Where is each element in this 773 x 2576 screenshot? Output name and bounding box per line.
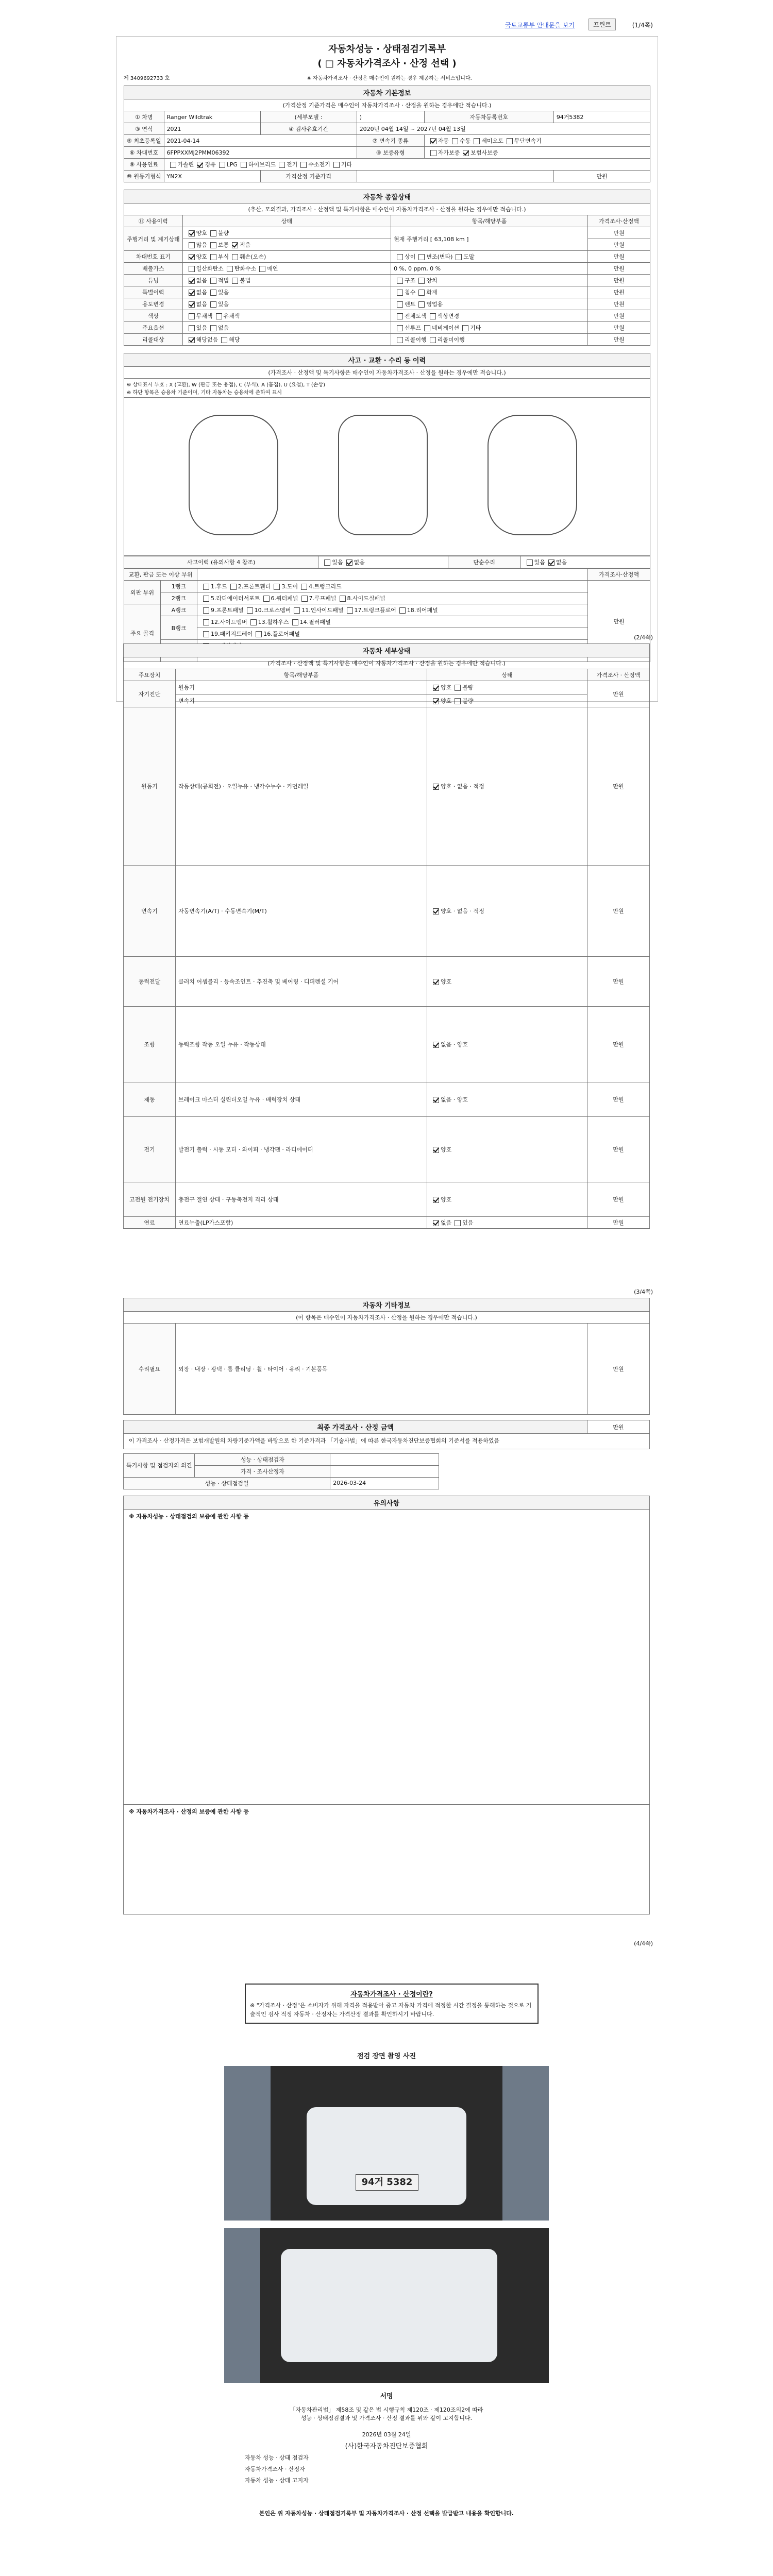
doc-number: 제 3409692733 호 <box>124 76 170 81</box>
plate: 94거 5382 <box>356 2174 418 2191</box>
vin: 6FPPXXMJ2PMM06392 <box>164 147 357 159</box>
car-right-view <box>467 410 596 538</box>
model-year: 2021 <box>164 123 260 135</box>
notes-table: 유의사항 ※ 자동차성능 · 상태점검의 보증에 관한 사항 등 ※ 자동차가격조사 · 산정의 보증에 관한 사항 등 <box>123 1496 650 1914</box>
detail-header: 자동차 세부상태 <box>124 644 650 657</box>
car-no: 94거5382 <box>553 111 650 123</box>
state-table: 자동차 종합상태 (추산, 모의결과, 가격조사 · 산정액 및 특기사항은 매수인이 자동차가격조사 · 산정을 원하는 경우에만 적습니다.) ⑪ 사용이력 상태 항목/해당부품 가격조사·산정액 주행거리 및 계기상태 양호 불량 현재 주행거리 [ 63,108 km ] 만원 많음 보통 적음 만원 차대번호 표기 양호 부식 훼손(오손) 상이 변조(변타) 도말 만원 배출가스 일산화탄소 탄화수소 매연 0 %, 0 ppm, 0 % 만원 튜닝 없음 적법 불법 구조 장치 만원 특별이력 없음 있음 침수 화재 만원 용도변경 없음 있음 렌트 영업용 만원 색상 무채색 유채색 전체도색 색상변경 만원 주요옵션 있음 없음 선루프 네비게이션 기타 만원 리콜대상 해당없음 해당 리콜이행 리콜미이행 만원 <box>124 190 650 346</box>
first-reg: 2021-04-14 <box>164 135 357 147</box>
warranty: 보험사보증 <box>470 149 498 156</box>
info-box: 자동차가격조사 · 산정이란? ※ "가격조사 · 산정"은 소비자가 위해 자격을 적용받아 중고 자동차 가격에 적정한 시간 결정을 통해하는 것으로 기술적인 검사 적정 자동차 · 산정자는 가격산정 결과를 확인하시기 바랍니다. <box>245 1984 539 2024</box>
mileage: 63,108 km <box>434 235 465 243</box>
page-2: (2/4쪽) 자동차 세부상태 (가격조사 · 산정액 및 특기사항은 매수인이 자동차가격조사 · 산정을 원하는 경우에만 적습니다.) 주요장치 항목/해당부품 상태 가격조사 · 산정액 자기진단 원동기 양호 불량 만원 변속기 양호 불량 원동기 작동상태(공회전) · 오일누유 · 냉각수누수 · 커먼레일 양호 · 없음 · 적정 만원 변속기 자동변속기(A/T) · 수동변속기(M/T) 양호 · 없음 · 적정 만원 동력전달 클러치 어셈블리 · 등속조인트 · 추진축 및 베어링 · 디퍼렌셜 기어 양호 만원 조향 동력조향 작동 오일 누유 · 작동상태 없음 · 양호 만원 제동 브레이크 마스터 실린더오일 누유 · 배력장치 상태 없음 · 양호 만원 전기 발전기 출력 · 시동 모터 · 와이퍼 · 냉각팬 · 라디에이터 양호 만원 고전원 전기장치 충전구 절연 상태 · 구동축전지 격리 상태 양호 만원 연료 연료누출(LP가스포함) 없음 있음 만원 <box>116 631 657 1270</box>
page-number: (1/4쪽) <box>632 22 653 29</box>
top-bar <box>116 15 657 36</box>
inspector-table: 특기사항 및 점검자의 의견 성능 · 상태점검자 가격 · 조사산정자 성능 · 상태점검일 2026-03-24 <box>123 1453 439 1489</box>
doc-title: 자동차성능 · 상태점검기록부 <box>328 44 446 55</box>
doc-note: ※ 자동차가격조사 · 산정은 매수인이 원하는 경우 제공하는 서비스입니다. <box>307 76 472 81</box>
accident-answer: 없음 <box>354 559 365 566</box>
fuel: 경유 <box>205 161 216 168</box>
accident-header: 사고 · 교환 · 수리 등 이력 <box>124 353 650 367</box>
print-button[interactable]: 프린트 <box>589 19 616 30</box>
accident-table: 사고 · 교환 · 수리 등 이력 (가격조사 · 산정액 및 특기사항은 매수인이 자동차가격조사 · 산정을 원하는 경우에만 적습니다.) ※ 상태표시 부호 : X (교환), W (판금 또는 용접), C (부식), A (흠집), U (요철), T (손상) ※ 하단 항목은 승용차 기준이며, 기타 자동차는 승용차에 준하여 표시 <box>124 353 650 556</box>
doc-subtitle: ( □ 자동차가격조사 · 산정 선택 ) <box>317 58 457 69</box>
page-4: (4/4쪽) 자동차가격조사 · 산정이란? ※ "가격조사 · 산정"은 소비자가 위해 자격을 적용받아 중고 자동차 가격에 적정한 시간 결정을 통해하는 것으로 기술적인 검사 적정 자동차 · 산정자는 가격산정 결과를 확인하시기 바랍니다. 점검 장면 촬영 사진 94거 5382 서명 「자동차관리법」 제58조 및 같은 법 시행규칙 제120조 · 제120조의2에 따라 성능 · 상태점검결과 및 가격조사 · 산정 결과를 위와 같이 고지합니다. 2026년 03월 24일 (사)한국자동차진단보증협회 자동차 성능 · 상태 점검자 자동차가격조사 · 산정자 자동차 성능 · 상태 고지자 본인은 위 자동차성능 · 상태점검기록부 및 자동차가격조사 · 산정 선택을 발급받고 내용을 확인합니다. <box>116 1937 657 2566</box>
car-no-label: 자동차등록번호 <box>424 111 553 123</box>
transmission: 자동 <box>438 138 449 144</box>
car-diagram <box>127 399 647 554</box>
final-price: 최종 가격조사 · 산정 금액 만원 이 가격조사 · 산정가격은 보험개발원의 차량기준가액을 바탕으로 한 기준가격과 「기술사법」에 따른 한국자동차진단보증협회의 기준서를 적용하였음 <box>123 1420 650 1449</box>
car-left-view <box>168 410 297 538</box>
page-1 <box>116 36 658 702</box>
basic-info-table: 자동차 기본정보 (가격산정 기준가격은 매수인이 자동차가격조사 · 산정을 원하는 경우에만 적습니다.) ① 차명 Ranger Wildtrak (세부모델 : ) 자동차등록번호 94거5382 ③ 연식 2021 ④ 검사유효기간 2020년 04월 14일 ~ 2027년 04월 13일 ⑤ 최초등록일 2021-04-14 ⑦ 변속기 종류 자동 수동 세미오토 무단변속기 ⑥ 차대번호 6FPPXXMJ2PMM06392 ⑧ 보증유형 자가보증 보험사보증 ⑨ 사용연료 가솔린 경유 LPG 하이브리드 전기 수소전기 기타 ⑩ 원동기형식 YN2X 가격산정 기준가격 만원 <box>124 86 650 182</box>
valid-period: 2020년 04월 14일 ~ 2027년 04월 13일 <box>357 123 650 135</box>
detail-table: 자동차 세부상태 (가격조사 · 산정액 및 특기사항은 매수인이 자동차가격조사 · 산정을 원하는 경우에만 적습니다.) 주요장치 항목/해당부품 상태 가격조사 · 산정액 자기진단 원동기 양호 불량 만원 변속기 양호 불량 원동기 작동상태(공회전) · 오일누유 · 냉각수누수 · 커먼레일 양호 · 없음 · 적정 만원 변속기 자동변속기(A/T) · 수동변속기(M/T) 양호 · 없음 · 적정 만원 동력전달 클러치 어셈블리 · 등속조인트 · 추진축 및 베어링 · 디퍼렌셜 기어 양호 만원 조향 동력조향 작동 오일 누유 · 작동상태 없음 · 양호 만원 제동 브레이크 마스터 실린더오일 누유 · 배력장치 상태 없음 · 양호 만원 전기 발전기 출력 · 시동 모터 · 와이퍼 · 냉각팬 · 라디에이터 양호 만원 고전원 전기장치 충전구 절연 상태 · 구동축전지 격리 상태 양호 만원 연료 연료누출(LP가스포함) 없음 있음 만원 <box>123 643 650 1229</box>
basic-note: (가격산정 기준가격은 매수인이 자동차가격조사 · 산정을 원하는 경우에만 적습니다.) <box>124 99 650 111</box>
guide-link[interactable]: 국토교통부 안내문을 보기 <box>505 22 575 29</box>
photo-rear <box>224 2228 549 2383</box>
engine: YN2X <box>164 171 260 182</box>
price-base: 가격산정 기준가격 <box>260 171 357 182</box>
basic-header: 자동차 기본정보 <box>124 86 650 99</box>
page-3: (3/4쪽) 자동차 기타정보 (이 항목은 매수인이 자동차가격조사 · 산정을 원하는 경우에만 적습니다.) 수리필요 외장 · 내장 · 광택 · 룸 클리닝 · 휠 · 타이어 · 유리 · 기본품목 만원 최종 가격조사 · 산정 금액 만원 이 가격조사 · 산정가격은 보험개발원의 차량기준가액을 바탕으로 한 기준가격과 「기술사법」에 따른 한국자동차진단보증협회의 기준서를 적용하였음 특기사항 및 점검자의 의견 성능 · 상태점검자 가격 · 조사산정자 성능 · 상태점검일 2026-03-24 유의사항 ※ 자동차성능 · 상태점검의 보증에 관한 사항 등 ※ 자동차가격조사 · 산정의 보증에 관한 사항 등 <box>116 1285 657 1929</box>
state-header: 자동차 종합상태 <box>124 190 650 204</box>
exchange-table: 교환, 판금 또는 이상 부위 가격조사·산정액 외판 부위 1랭크 1.후드 2.프론트휀더 3.도어 4.트렁크리드 만원 2랭크 5.라디에이터서포트 6.쿼터패널 7.루프패널 8.사이드실패널 주요 골격 A랭크 9.프론트패널 10.크로스멤버 11.인사이드패널 17.트렁크플로어 18.리어패널 B랭크 12.사이드멤버 13.휠하우스 14.필러패널 19.패키지트레이 16.플로어패널 <box>124 568 650 662</box>
inspect-date: 2026-03-24 <box>330 1477 439 1489</box>
accident-summary: 사고이력 (유의사항 4 참조) 있음 없음 단순수리 있음 없음 <box>124 556 650 568</box>
photo-front <box>224 2066 549 2221</box>
other-info-table: 자동차 기타정보 (이 항목은 매수인이 자동차가격조사 · 산정을 원하는 경우에만 적습니다.) 수리필요 외장 · 내장 · 광택 · 룸 클리닝 · 휠 · 타이어 · 유리 · 기본품목 만원 <box>123 1298 650 1415</box>
car-top-view <box>317 410 446 538</box>
sign-section: 서명 「자동차관리법」 제58조 및 같은 법 시행규칙 제120조 · 제120조의2에 따라 성능 · 상태점검결과 및 가격조사 · 산정 결과를 위와 같이 고지합니다. 2026년 03월 24일 (사)한국자동차진단보증협회 <box>290 2393 483 2450</box>
car-name: Ranger Wildtrak <box>164 111 260 123</box>
